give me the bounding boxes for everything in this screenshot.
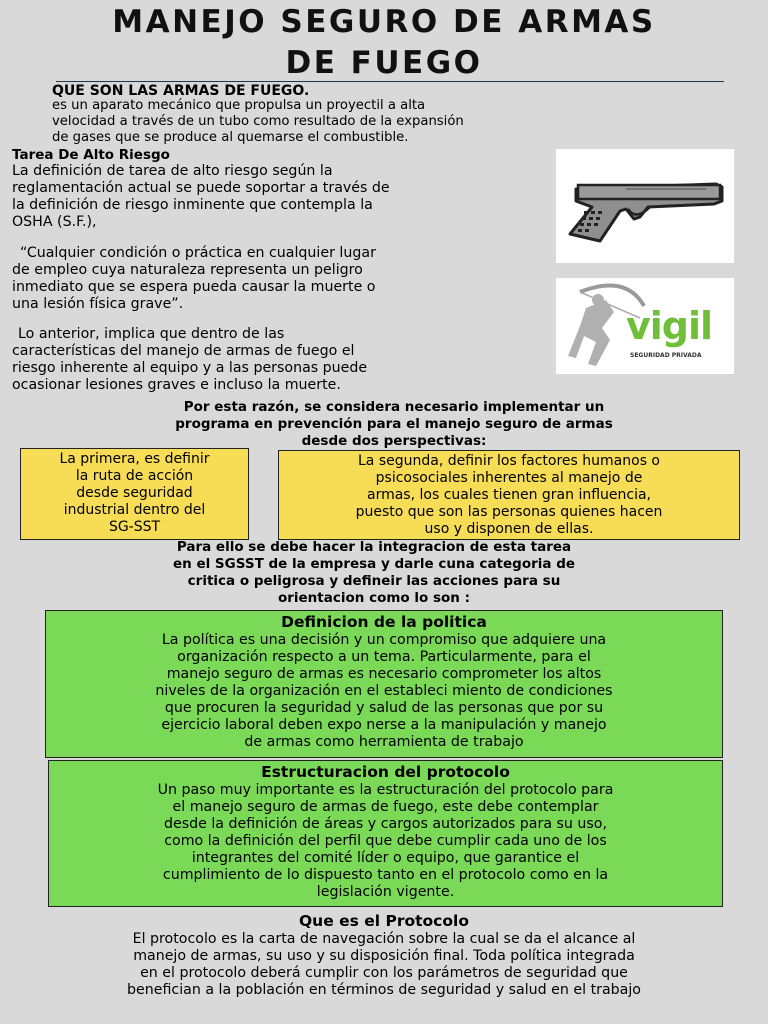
politica-box [45,610,723,758]
text-line: La política es una decisión y un compromiso que adquiere una [161,632,607,648]
title-divider [56,81,724,82]
text-line: La segunda, definir los factores humanos o [358,453,660,469]
text-line: orientacion como lo son : [277,590,471,606]
text-line: integrantes del comité líder o equipo, que garantice el [191,850,580,866]
text-line: una lesión física grave”. [12,296,184,312]
tarea-heading: Tarea De Alto Riesgo [12,147,170,163]
text-line: La definición de tarea de alto riesgo según la [12,163,333,179]
politica-heading: Definicion de la politica [281,613,487,631]
text-line: como la definición del perfil que debe cumplir cada uno de los [164,833,607,849]
text-line: la definición de riesgo inminente que contempla la [12,197,373,213]
text-line: manejo seguro de armas es necesario comprometer los altos [166,666,602,682]
protocolo-heading: Que es el Protocolo [299,912,469,930]
text-line: armas, los cuales tienen gran influencia, [367,487,651,503]
pistol-image [556,149,734,263]
tarea-para-3 [12,326,552,394]
text-line: La primera, es definir [59,451,210,467]
text-line: reglamentación actual se puede soportar a través de [12,180,390,196]
tarea-para-2 [12,245,552,313]
pistol-icon [556,149,734,263]
text-line: puesto que son las personas quienes hacen [355,504,663,520]
text-line: ejercicio laboral deben expo nerse a la manipulación y manejo [161,717,607,733]
text-line: programa en prevención para el manejo seguro de armas [175,416,613,432]
politica-body [46,632,722,751]
logo-subtitle: SEGURIDAD PRIVADA [630,352,702,359]
protocolo-body [14,931,754,999]
que-son-body [52,98,732,146]
text-line: El protocolo es la carta de navegación sobre la cual se da el alcance al [132,931,636,947]
estructuracion-heading: Estructuracion del protocolo [261,763,510,781]
text-line: cumplimiento de lo dispuesto tanto en el protocolo como en la [162,867,609,883]
text-line: desde dos perspectivas: [301,433,487,449]
text-line: riesgo inherente al equipo y a las personas puede [12,360,368,376]
title-line-2: DE FUEGO [285,45,483,81]
text-line: OSHA (S.F.), [12,214,97,230]
text-line: organización respecto a un tema. Particularmente, para el [177,649,591,665]
text-line: en el protocolo deberá cumplir con los parámetros de seguridad que [140,965,628,981]
que-son-line: velocidad a través de un tubo como resultado de la expansión [52,114,464,129]
text-line: SG-SST [108,519,161,535]
text-line: que procuren la seguridad y salud de las personas que por su [164,700,604,716]
text-line: Lo anterior, implica que dentro de las [18,326,285,342]
integracion-text [40,539,708,607]
text-line: “Cualquier condición o práctica en cualquier lugar [20,245,376,261]
text-line: inmediato que se espera pueda causar la muerte o [12,279,376,295]
vigil-logo [556,278,734,374]
text-line: critica o peligrosa y defineir las acciones para su [187,573,561,589]
text-line: niveles de la organización en el estableci miento de condiciones [155,683,613,699]
razon-text [60,399,728,450]
title-line-1: MANEJO SEGURO DE ARMAS [112,4,656,40]
text-line: en el SGSST de la empresa y darle cuna categoria de [172,556,576,572]
text-line: industrial dentro del [63,502,206,518]
text-line: manejo de armas, su uso y su disposición final. Toda política integrada [133,948,635,964]
text-line: de armas como herramienta de trabajo [244,734,524,750]
tarea-para-1 [12,163,552,231]
text-line: características del manejo de armas de fuego el [12,343,355,359]
text-line: desde seguridad [76,485,193,501]
perspectiva-1-box [20,448,249,540]
que-son-line: de gases que se produce al quemarse el combustible. [52,130,409,145]
que-son-line: es un aparato mecánico que propulsa un proyectil a alta [52,98,426,113]
logo-word: vigil [626,304,713,348]
perspectiva-2-box [278,450,740,540]
text-line: Para ello se debe hacer la integracion de esta tarea [176,539,572,555]
text-line: Por esta razón, se considera necesario implementar un [183,399,605,415]
que-son-heading: QUE SON LAS ARMAS DE FUEGO. [52,83,310,99]
text-line: uso y disponen de ellas. [424,521,594,537]
text-line: de empleo cuya naturaleza representa un peligro [12,262,363,278]
text-line: Un paso muy importante es la estructuración del protocolo para [157,782,614,798]
text-line: la ruta de acción [75,468,194,484]
text-line: desde la definición de áreas y cargos autorizados para su uso, [163,816,608,832]
text-line: ocasionar lesiones graves e incluso la muerte. [12,377,341,393]
text-line: benefician a la población en términos de seguridad y salud en el trabajo [127,982,641,998]
page-title [0,2,768,84]
text-line: legislación vigente. [316,884,455,900]
estructuracion-body [49,782,722,901]
estructuracion-box [48,760,723,907]
text-line: psicosociales inherentes al manejo de [375,470,643,486]
text-line: el manejo seguro de armas de fuego, este debe contemplar [172,799,599,815]
